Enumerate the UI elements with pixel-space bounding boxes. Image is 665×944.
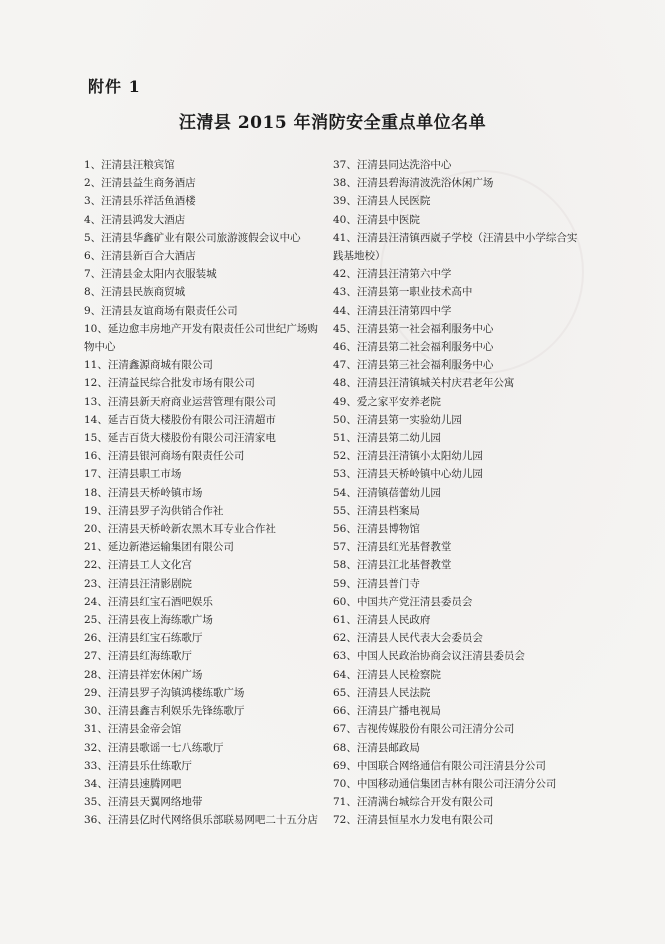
list-item: 35、汪清县天翼网络地带 xyxy=(84,796,203,809)
list-item: 60、中国共产党汪清县委员会 xyxy=(333,595,473,608)
list-item: 28、汪清县祥宏休闲广场 xyxy=(84,668,203,681)
list-item: 3、汪清县乐祥活鱼酒楼 xyxy=(84,195,196,208)
list-item: 23、汪清县汪清影剧院 xyxy=(84,577,192,590)
list-item: 33、汪清县乐仕练歌厅 xyxy=(84,759,192,772)
list-item: 21、延边新港运输集团有限公司 xyxy=(84,541,234,554)
list-item: 10、延边愈丰房地产开发有限责任公司世纪广场购物中心 xyxy=(84,322,318,354)
list-item: 54、汪清镇蓓蕾幼儿园 xyxy=(333,486,441,499)
list-item: 72、汪清县恒星水力发电有限公司 xyxy=(333,814,494,827)
list-item: 13、汪清县新天府商业运营管理有限公司 xyxy=(84,395,276,408)
list-item: 22、汪清县工人文化宫 xyxy=(84,559,192,572)
list-item: 36、汪清县亿时代网络俱乐部联易网吧二十五分店 xyxy=(84,814,318,827)
list-item: 46、汪清县第二社会福利服务中心 xyxy=(333,341,494,354)
list-item: 30、汪清县鑫吉利娱乐先锋练歌厅 xyxy=(84,705,245,718)
list-item: 58、汪清县江北基督教堂 xyxy=(333,559,452,572)
list-item: 39、汪清县人民医院 xyxy=(333,195,431,208)
list-item: 41、汪清县汪清镇西崴子学校（汪清县中小学综合实践基地校） xyxy=(333,231,578,263)
document-title: 汪清县 2015 年消防安全重点单位名单 xyxy=(178,113,487,133)
list-item: 48、汪清县汪清镇城关村庆君老年公寓 xyxy=(333,377,515,390)
list-item: 65、汪清县人民法院 xyxy=(333,686,431,699)
list-item: 47、汪清县第三社会福利服务中心 xyxy=(333,359,494,372)
list-item: 14、延吉百货大楼股份有限公司汪清超市 xyxy=(84,413,276,426)
list-item: 31、汪清县金帝会馆 xyxy=(84,723,182,736)
list-item: 49、爱之家平安养老院 xyxy=(333,395,441,408)
attachment-label: 附件 1 xyxy=(88,77,141,96)
list-item: 70、中国移动通信集团吉林有限公司汪清分公司 xyxy=(333,777,557,790)
list-item: 25、汪清县夜上海练歌广场 xyxy=(84,614,213,627)
list-item: 2、汪清县益生商务酒店 xyxy=(84,177,196,190)
list-item: 37、汪清县同达洗浴中心 xyxy=(333,159,452,171)
list-item: 71、汪清满台城综合开发有限公司 xyxy=(333,796,494,809)
list-item: 7、汪清县金太阳内衣服装城 xyxy=(84,268,217,281)
list-item: 44、汪清县汪清第四中学 xyxy=(333,304,452,317)
list-item: 51、汪清县第二幼儿园 xyxy=(333,432,441,445)
list-item: 15、延吉百货大楼股份有限公司汪清家电 xyxy=(84,432,276,445)
list-item: 4、汪清县鸿发大酒店 xyxy=(84,213,186,226)
list-item: 67、吉视传媒股份有限公司汪清分公司 xyxy=(333,723,515,736)
list-item: 29、汪清县罗子沟镇鸿楼练歌广场 xyxy=(84,686,245,699)
list-item: 43、汪清县第一职业技术高中 xyxy=(333,286,473,299)
list-item: 55、汪清县档案局 xyxy=(333,504,420,517)
list-item: 9、汪清县友谊商场有限责任公司 xyxy=(84,304,238,317)
list-item: 53、汪清县天桥岭镇中心幼儿园 xyxy=(333,468,483,481)
right-column-list xyxy=(333,156,585,830)
list-item: 11、汪清鑫源商城有限公司 xyxy=(84,359,213,372)
list-item: 16、汪清县银河商场有限责任公司 xyxy=(84,450,245,463)
list-item: 56、汪清县博物馆 xyxy=(333,523,420,536)
list-item: 1、汪清县汪粮宾馆 xyxy=(84,159,175,171)
list-item: 8、汪清县民族商贸城 xyxy=(84,286,186,299)
list-item: 26、汪清县红宝石练歌厅 xyxy=(84,632,203,645)
list-item: 24、汪清县红宝石酒吧娱乐 xyxy=(84,595,213,608)
list-item: 59、汪清县普门寺 xyxy=(333,577,420,590)
list-item: 12、汪清益民综合批发市场有限公司 xyxy=(84,377,255,390)
list-item: 40、汪清县中医院 xyxy=(333,213,420,226)
list-item: 42、汪清县汪清第六中学 xyxy=(333,268,452,281)
list-item: 18、汪清县天桥岭镇市场 xyxy=(84,486,203,499)
list-item: 45、汪清县第一社会福利服务中心 xyxy=(333,322,494,335)
list-item: 19、汪清县罗子沟供销合作社 xyxy=(84,504,224,517)
list-item: 6、汪清县新百合大酒店 xyxy=(84,250,196,263)
list-item: 62、汪清县人民代表大会委员会 xyxy=(333,632,483,645)
list-item: 20、汪清县天桥岭新农黑木耳专业合作社 xyxy=(84,523,276,536)
list-item: 38、汪清县碧海清波洗浴休闲广场 xyxy=(333,177,494,190)
list-item: 63、中国人民政治协商会议汪清县委员会 xyxy=(333,650,525,663)
list-item: 5、汪清县华鑫矿业有限公司旅游渡假会议中心 xyxy=(84,231,301,244)
list-item: 32、汪清县歌谣一七八练歌厅 xyxy=(84,741,224,754)
list-item: 64、汪清县人民检察院 xyxy=(333,668,441,681)
list-item: 17、汪清县职工市场 xyxy=(84,468,182,481)
list-item: 50、汪清县第一实验幼儿园 xyxy=(333,413,462,426)
list-item: 66、汪清县广播电视局 xyxy=(333,705,441,718)
list-item: 61、汪清县人民政府 xyxy=(333,614,431,627)
list-item: 52、汪清县汪清镇小太阳幼儿园 xyxy=(333,450,483,463)
list-item: 27、汪清县红海练歌厅 xyxy=(84,650,192,663)
list-item: 34、汪清县速腾网吧 xyxy=(84,777,182,790)
left-column-list xyxy=(84,156,324,830)
list-item: 68、汪清县邮政局 xyxy=(333,741,420,754)
list-item: 69、中国联合网络通信有限公司汪清县分公司 xyxy=(333,759,546,772)
list-item: 57、汪清县红光基督教堂 xyxy=(333,541,452,554)
